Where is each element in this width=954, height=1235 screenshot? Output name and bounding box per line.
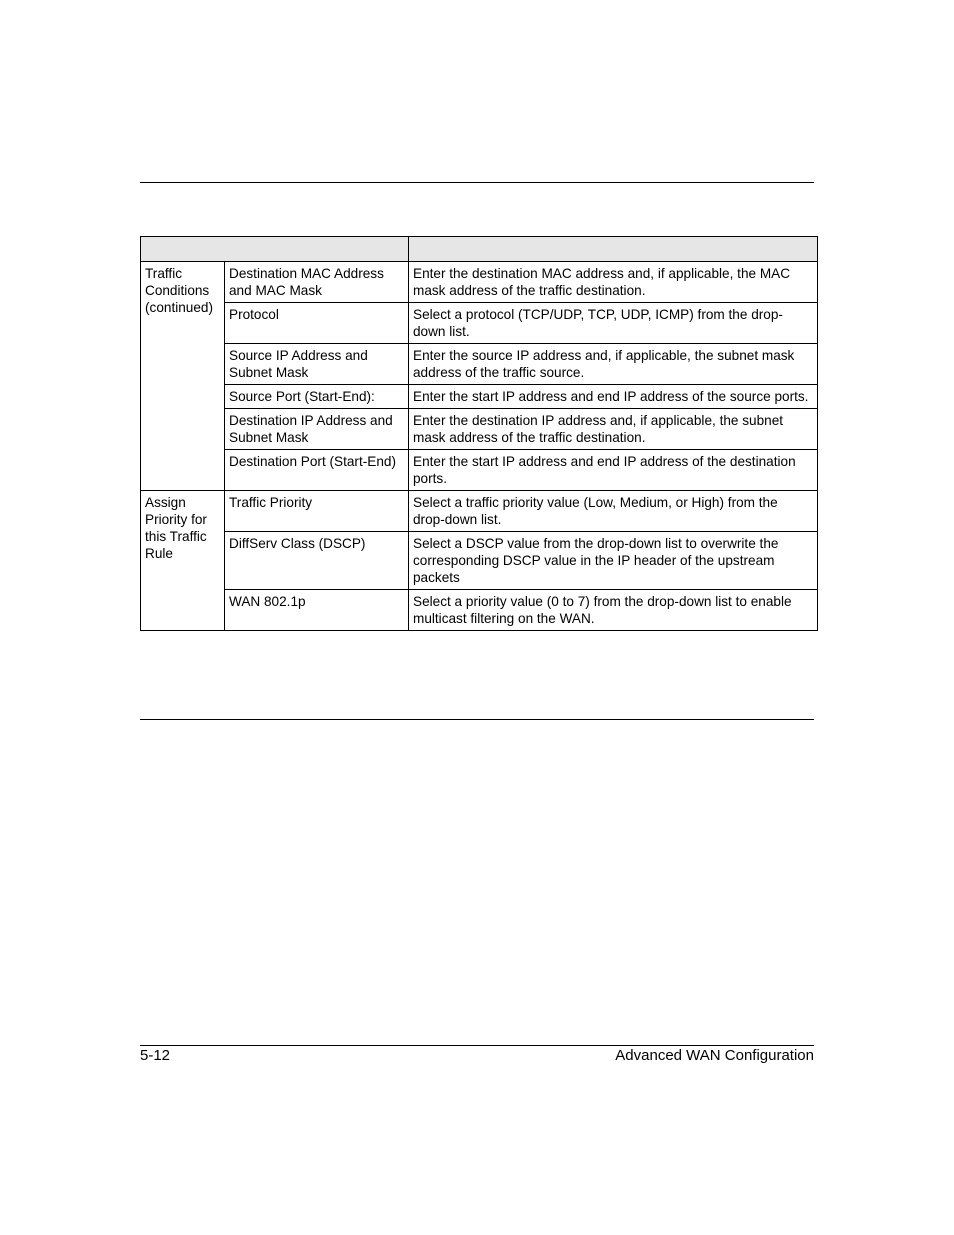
setting-description: Select a DSCP value from the drop-down list to overwrite the corresponding DSCP value in the IP header of the upstream packets bbox=[409, 532, 818, 590]
group-label-assign-priority: Assign Priority for this Traffic Rule bbox=[141, 491, 225, 631]
setting-name: Traffic Priority bbox=[225, 491, 409, 532]
table-row bbox=[141, 450, 818, 491]
table-row bbox=[141, 590, 818, 631]
table-row bbox=[141, 303, 818, 344]
setting-name: Source Port (Start-End): bbox=[225, 385, 409, 409]
setting-description: Select a priority value (0 to 7) from the drop-down list to enable multicast filtering on the WAN. bbox=[409, 590, 818, 631]
table-row bbox=[141, 409, 818, 450]
group-label-traffic-conditions: Traffic Conditions (continued) bbox=[141, 262, 225, 491]
table-row bbox=[141, 491, 818, 532]
setting-name: Destination MAC Address and MAC Mask bbox=[225, 262, 409, 303]
setting-description: Enter the destination IP address and, if applicable, the subnet mask address of the traffic destination. bbox=[409, 409, 818, 450]
table-header-description bbox=[409, 237, 818, 262]
settings-table bbox=[140, 236, 818, 631]
setting-description: Enter the start IP address and end IP address of the destination ports. bbox=[409, 450, 818, 491]
setting-description: Enter the destination MAC address and, if applicable, the MAC mask address of the traffic destination. bbox=[409, 262, 818, 303]
setting-description: Select a traffic priority value (Low, Medium, or High) from the drop-down list. bbox=[409, 491, 818, 532]
footer-rule bbox=[140, 1045, 814, 1046]
setting-name: WAN 802.1p bbox=[225, 590, 409, 631]
page-number: 5-12 bbox=[140, 1047, 171, 1064]
table-row bbox=[141, 532, 818, 590]
footer-section-title: Advanced WAN Configuration bbox=[615, 1047, 814, 1064]
table-header-setting bbox=[141, 237, 409, 262]
setting-name: Source IP Address and Subnet Mask bbox=[225, 344, 409, 385]
table-row bbox=[141, 385, 818, 409]
setting-name: DiffServ Class (DSCP) bbox=[225, 532, 409, 590]
table-header-row bbox=[141, 237, 818, 262]
setting-description: Enter the source IP address and, if applicable, the subnet mask address of the traffic source. bbox=[409, 344, 818, 385]
setting-description: Select a protocol (TCP/UDP, TCP, UDP, ICMP) from the drop-down list. bbox=[409, 303, 818, 344]
section-rule bbox=[140, 719, 814, 720]
setting-description: Enter the start IP address and end IP address of the source ports. bbox=[409, 385, 818, 409]
setting-name: Protocol bbox=[225, 303, 409, 344]
setting-name: Destination Port (Start-End) bbox=[225, 450, 409, 491]
table-row bbox=[141, 344, 818, 385]
table-row bbox=[141, 262, 818, 303]
setting-name: Destination IP Address and Subnet Mask bbox=[225, 409, 409, 450]
top-rule bbox=[140, 182, 814, 183]
